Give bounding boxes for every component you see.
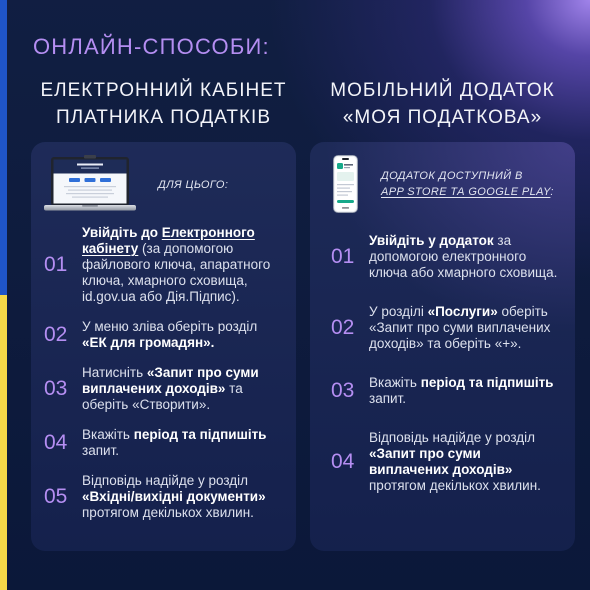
app-title-line	[344, 164, 353, 166]
emphasis-text: Увійдіть до	[82, 225, 162, 240]
text-segment: Відповідь надійде у розділ	[369, 430, 536, 445]
step-item	[44, 225, 270, 305]
step-item	[331, 430, 557, 494]
app-subtitle-line	[344, 167, 350, 168]
emphasis-text: «Вхідні/вихідні документи»	[82, 489, 266, 504]
text-segment: оберіть «Створити».	[82, 397, 211, 412]
emphasis-text: виплачених доходів»	[369, 462, 513, 477]
app-text-line	[337, 184, 354, 185]
smartphone-icon	[333, 155, 358, 213]
laptop-webcam-notch	[84, 155, 96, 159]
page-heading: ОНЛАЙН-СПОСОБИ:	[33, 34, 270, 59]
text-line	[82, 289, 270, 305]
text-line	[158, 177, 228, 193]
step-description	[369, 430, 541, 494]
step-number: 03	[331, 379, 355, 402]
text-line	[82, 365, 259, 381]
text-line	[82, 335, 257, 351]
step-item	[44, 319, 270, 351]
text-segment: Вкажіть	[82, 427, 134, 442]
text-line	[369, 375, 553, 391]
step-number: 03	[44, 377, 68, 400]
step-number: 01	[331, 245, 355, 268]
emphasis-text: «Запит про суми	[146, 365, 259, 380]
column-title-line: ПЛАТНИКА ПОДАТКІВ	[55, 107, 271, 128]
emphasis-text: період та підпишіть	[420, 375, 554, 390]
emphasis-text: виплачених доходів»	[82, 381, 226, 396]
step-description	[82, 427, 266, 459]
step-description	[82, 319, 257, 351]
column-title-electronic-cabinet	[31, 77, 296, 131]
text-segment: оберіть	[497, 304, 548, 319]
step-number: 05	[44, 485, 68, 508]
website-text-line	[66, 193, 114, 194]
app-text-line	[337, 188, 350, 189]
text-line	[82, 319, 257, 335]
text-segment: за	[493, 233, 512, 248]
step-number: 01	[44, 253, 68, 276]
flag-stripe-yellow	[0, 295, 7, 590]
website-title	[77, 164, 103, 166]
step-number: 04	[331, 450, 355, 473]
app-logo	[337, 163, 343, 169]
emphasis-text: Увійдіть у додаток	[369, 233, 494, 248]
text-segment: запит.	[369, 391, 406, 406]
step-description	[82, 225, 270, 305]
laptop-hinge	[82, 205, 98, 207]
text-segment: запит.	[82, 443, 119, 458]
column-title-line: МОБІЛЬНИЙ ДОДАТОК	[330, 80, 555, 101]
emphasis-text: «Запит про суми	[369, 446, 481, 461]
text-segment: «Запит про суми виплачених	[369, 320, 551, 335]
step-description	[82, 365, 259, 413]
website-subtitle	[81, 168, 99, 169]
step-description	[369, 304, 550, 352]
text-line	[369, 336, 550, 352]
text-segment: Відповідь надійде у розділ	[82, 473, 249, 488]
text-segment: Натисніть	[82, 365, 147, 380]
step-number: 02	[331, 316, 355, 339]
link-text[interactable]: APP STORE ТА GOOGLE PLAY	[381, 186, 551, 198]
text-line	[82, 443, 266, 459]
app-button	[337, 200, 354, 203]
text-segment: Вкажіть	[369, 375, 421, 390]
website-button	[100, 178, 111, 182]
text-line	[82, 505, 266, 521]
step-description	[369, 375, 553, 407]
step-item	[331, 304, 557, 352]
text-segment: У розділі	[369, 304, 428, 319]
text-segment: та	[225, 381, 243, 396]
flag-stripe-blue	[0, 0, 7, 295]
text-line	[82, 381, 259, 397]
text-line	[82, 489, 266, 505]
text-line	[369, 391, 553, 407]
app-text-line	[337, 191, 352, 192]
text-line	[369, 446, 541, 462]
card-intro	[381, 168, 554, 200]
column-title-line: ЕЛЕКТРОННИЙ КАБІНЕТ	[40, 80, 287, 101]
step-item	[331, 375, 557, 407]
website-header	[54, 160, 127, 174]
card-electronic-cabinet	[31, 142, 296, 551]
text-segment: протягом декількох хвилин.	[82, 505, 254, 520]
link-text[interactable]: Електронного	[161, 225, 255, 240]
text-line	[82, 397, 259, 413]
text-line	[82, 473, 266, 489]
website-button	[85, 178, 96, 182]
text-line	[369, 320, 550, 336]
text-segment: доходів» та оберіть «+».	[369, 336, 522, 351]
text-segment: ключа або хмарного сховища.	[369, 265, 558, 280]
step-description	[369, 233, 557, 281]
website-text-line	[68, 190, 112, 191]
column-title-mobile-app	[310, 77, 575, 131]
column-title-line: «МОЯ ПОДАТКОВА»	[342, 107, 543, 128]
card-mobile-app	[310, 142, 575, 551]
text-segment: протягом декількох хвилин.	[369, 478, 541, 493]
step-number: 02	[44, 323, 68, 346]
website-text-line	[64, 186, 116, 187]
phone-home-indicator	[342, 208, 349, 209]
steps-list	[44, 225, 270, 521]
laptop-icon	[44, 155, 136, 211]
text-line	[369, 430, 541, 446]
phone-camera-island	[342, 158, 349, 160]
step-item	[44, 473, 270, 521]
text-line	[369, 462, 541, 478]
step-item	[44, 427, 270, 459]
card-intro	[158, 177, 228, 193]
text-line	[369, 304, 550, 320]
text-line	[82, 273, 270, 289]
text-segment: файлового ключа, апаратного	[82, 257, 271, 272]
text-line	[82, 241, 270, 257]
text-line	[369, 249, 557, 265]
text-line	[82, 427, 266, 443]
steps-list	[331, 233, 557, 494]
text-line	[369, 265, 557, 281]
text-segment: ключа, хмарного сховища,	[82, 273, 248, 288]
text-segment: У меню зліва оберіть розділ	[82, 319, 258, 334]
app-text-line	[337, 195, 348, 196]
text-segment: :	[550, 186, 554, 198]
text-line	[381, 168, 554, 184]
emphasis-text: «ЕК для громадян».	[82, 335, 215, 350]
website-button	[69, 178, 80, 182]
text-segment: (за допомогою	[138, 241, 234, 256]
text-segment: ДОДАТОК ДОСТУПНИЙ В	[381, 170, 523, 182]
step-number: 04	[44, 431, 68, 454]
text-line	[369, 233, 557, 249]
text-line	[369, 478, 541, 494]
app-panel	[337, 172, 354, 181]
link-text[interactable]: кабінету	[82, 241, 139, 256]
text-line	[381, 184, 554, 200]
website-text-line	[72, 197, 108, 198]
step-item	[331, 233, 557, 281]
text-line	[82, 225, 270, 241]
text-segment: ДЛЯ ЦЬОГО:	[158, 179, 229, 191]
emphasis-text: «Послуги»	[427, 304, 498, 319]
step-description	[82, 473, 266, 521]
text-segment: допомогою електронного	[369, 249, 527, 264]
text-segment: id.gov.ua або Дія.Підпис).	[82, 289, 240, 304]
step-item	[44, 365, 270, 413]
emphasis-text: період та підпишіть	[133, 427, 267, 442]
text-line	[82, 257, 270, 273]
